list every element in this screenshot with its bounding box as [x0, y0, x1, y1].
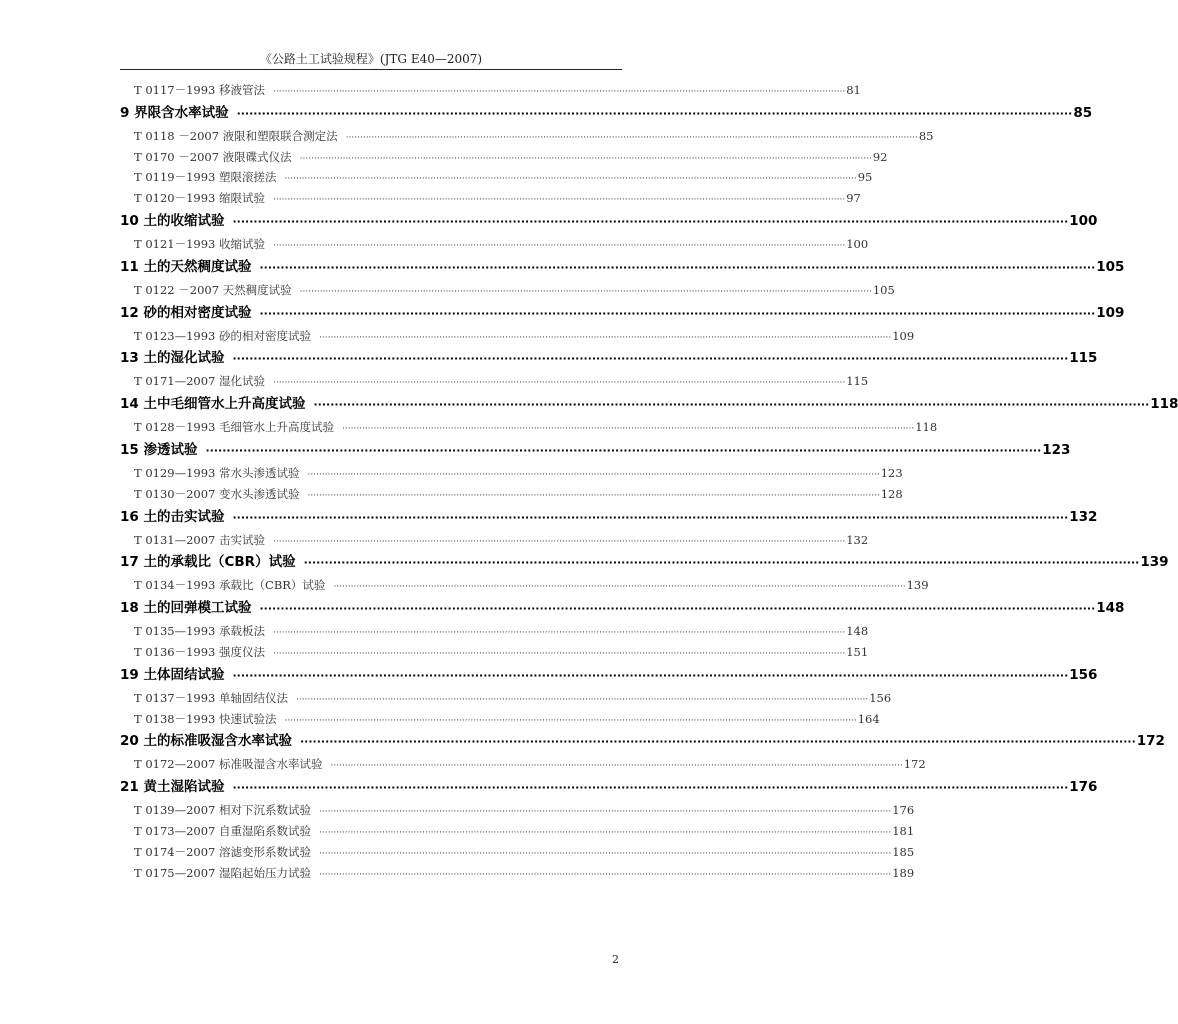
toc-subentry[interactable] — [134, 167, 873, 188]
toc-entry-page: 164 — [857, 711, 880, 726]
toc-entry-page: 115 — [1069, 350, 1098, 367]
dot-leader: ········································································································································································································ — [313, 398, 1150, 412]
page-number: 2 — [612, 953, 619, 966]
toc-entry-page: 132 — [1069, 508, 1098, 525]
dot-leader: ········································································································································································································ — [273, 648, 846, 659]
toc-section-entry[interactable] — [120, 550, 1169, 575]
toc-subentry[interactable] — [134, 863, 915, 884]
dot-leader: ········································································································································································································ — [273, 195, 846, 206]
toc-entry-page: 100 — [1069, 212, 1098, 229]
toc-subentry[interactable] — [134, 234, 869, 255]
toc-entry-page: 148 — [1096, 600, 1125, 617]
dot-leader: ········································································································································································································ — [273, 378, 846, 389]
toc-section-entry[interactable] — [120, 663, 1098, 688]
dot-leader: ········································································································································································································ — [232, 668, 1069, 682]
toc-section-entry[interactable] — [120, 596, 1125, 621]
toc-entry-page: 105 — [872, 282, 895, 297]
toc-entry-title: 19 土体固结试验 — [120, 666, 225, 683]
toc-subentry[interactable] — [134, 326, 915, 347]
dot-leader: ········································································································································································································ — [319, 332, 892, 343]
toc-entry-title: T 0117－1993 移液管法 — [134, 83, 266, 97]
toc-entry-title: T 0129—1993 常水头渗透试验 — [134, 465, 300, 480]
toc-entry-title: 17 土的承载比（CBR）试验 — [120, 554, 296, 571]
toc-subentry[interactable] — [134, 800, 915, 821]
toc-entry-page: 109 — [892, 328, 915, 343]
toc-entry-title: 16 土的击实试验 — [120, 508, 225, 525]
toc-entry-title: T 0171—2007 湿化试验 — [134, 374, 266, 389]
toc-entry-title: T 0170 －2007 液限碟式仪法 — [134, 149, 292, 164]
toc-entry-page: 109 — [1096, 304, 1125, 321]
toc-section-entry[interactable] — [120, 729, 1165, 754]
toc-entry-title: T 0137－1993 单轴固结仪法 — [134, 690, 289, 705]
toc-entry-page: 139 — [906, 578, 929, 593]
toc-entry-page: 128 — [880, 486, 903, 501]
toc-subentry[interactable] — [134, 188, 861, 209]
toc-entry-title: T 0173—2007 自重湿陷系数试验 — [134, 823, 312, 838]
dot-leader: ········································································································································································································ — [333, 582, 906, 593]
dot-leader: ········································································································································································································ — [299, 286, 872, 297]
dot-leader: ········································································································································································································ — [232, 781, 1069, 795]
toc-subentry[interactable] — [134, 371, 869, 392]
toc-entry-title: T 0118 －2007 液限和塑限联合测定法 — [134, 128, 338, 143]
toc-entry-title: T 0172—2007 标准吸湿含水率试验 — [134, 757, 323, 772]
toc-entry-page: 85 — [1073, 104, 1093, 121]
toc-subentry[interactable] — [134, 484, 903, 505]
toc-entry-page: 115 — [846, 374, 869, 389]
toc-section-entry[interactable] — [120, 505, 1098, 530]
toc-entry-page: 100 — [846, 236, 869, 251]
toc-entry-title: T 0123—1993 砂的相对密度试验 — [134, 328, 312, 343]
toc-section-entry[interactable] — [120, 438, 1071, 463]
toc-entry-page: 118 — [1150, 396, 1178, 413]
toc-entry-title: 21 黄土湿陷试验 — [120, 779, 225, 796]
toc-entry-page: 85 — [918, 128, 934, 143]
toc-entry-page: 118 — [915, 420, 938, 435]
toc-entry-title: 9 界限含水率试验 — [120, 104, 229, 121]
toc-entry-page: 172 — [1136, 733, 1165, 750]
toc-entry-page: 123 — [880, 465, 903, 480]
dot-leader: ········································································································································································································ — [330, 761, 903, 772]
toc-subentry[interactable] — [134, 417, 938, 438]
toc-subentry[interactable] — [134, 642, 869, 663]
toc-entry-page: 132 — [846, 532, 869, 547]
toc-subentry[interactable] — [134, 147, 888, 168]
toc-entry-page: 172 — [903, 757, 926, 772]
toc-entry-title: T 0130－2007 变水头渗透试验 — [134, 486, 300, 501]
dot-leader: ········································································································································································································ — [284, 174, 857, 185]
dot-leader: ········································································································································································································ — [300, 735, 1136, 749]
toc-subentry[interactable] — [134, 709, 880, 730]
toc-section-entry[interactable] — [120, 255, 1125, 280]
dot-leader: ········································································································································································································ — [319, 848, 892, 859]
dot-leader: ········································································································································································································ — [273, 628, 846, 639]
dot-leader: ········································································································································································································ — [259, 260, 1096, 274]
toc-entry-title: T 0134－1993 承载比（CBR）试验 — [134, 578, 326, 593]
toc-subentry[interactable] — [134, 621, 869, 642]
toc-entry-title: T 0121－1993 收缩试验 — [134, 236, 266, 251]
toc-entry-page: 156 — [1069, 666, 1098, 683]
dot-leader: ········································································································································································································ — [232, 352, 1069, 366]
toc-entry-title: T 0119－1993 塑限滚搓法 — [134, 170, 277, 185]
toc-section-entry[interactable] — [120, 392, 1178, 417]
dot-leader: ········································································································································································································ — [307, 490, 880, 501]
toc-entry-title: T 0122 －2007 天然稠度试验 — [134, 282, 292, 297]
toc-entry-title: T 0135—1993 承载板法 — [134, 624, 266, 639]
toc-entry-page: 97 — [846, 191, 861, 206]
toc-entry-page: 176 — [1069, 779, 1098, 796]
dot-leader: ········································································································································································································ — [284, 715, 857, 726]
toc-subentry[interactable] — [134, 530, 869, 551]
dot-leader: ········································································································································································································ — [259, 602, 1096, 616]
toc-entry-title: 12 砂的相对密度试验 — [120, 304, 252, 321]
dot-leader: ········································································································································································································ — [296, 694, 869, 705]
toc-subentry[interactable] — [134, 842, 915, 863]
toc-entry-page: 95 — [857, 170, 873, 185]
dot-leader: ········································································································································································································ — [342, 424, 915, 435]
toc-entry-page: 189 — [892, 865, 915, 880]
toc-entry-page: 185 — [892, 844, 915, 859]
toc-subentry[interactable] — [134, 821, 915, 842]
dot-leader: ········································································································································································································ — [273, 536, 846, 547]
toc-entry-title: 20 土的标准吸湿含水率试验 — [120, 733, 292, 750]
dot-leader: ········································································································································································································ — [319, 869, 892, 880]
dot-leader: ········································································································································································································ — [236, 106, 1073, 120]
toc-entry-page: 123 — [1042, 441, 1071, 458]
toc-subentry[interactable] — [134, 80, 861, 101]
toc-entry-title: 11 土的天然稠度试验 — [120, 258, 252, 275]
toc-subentry[interactable] — [134, 463, 903, 484]
toc-entry-title: 14 土中毛细管水上升高度试验 — [120, 396, 306, 413]
dot-leader: ········································································································································································································ — [299, 153, 872, 164]
toc-entry-title: 15 渗透试验 — [120, 441, 198, 458]
toc-entry-page: 156 — [869, 690, 892, 705]
toc-entry-title: T 0139—2007 相对下沉系数试验 — [134, 803, 312, 818]
dot-leader: ········································································································································································································ — [259, 306, 1096, 320]
toc-subentry[interactable] — [134, 754, 926, 775]
toc-entry-title: T 0138－1993 快速试验法 — [134, 711, 277, 726]
toc-entry-title: T 0136－1993 强度仪法 — [134, 644, 266, 659]
toc-entry-title: 18 土的回弹模工试验 — [120, 600, 252, 617]
toc-subentry[interactable] — [134, 280, 895, 301]
toc-section-entry[interactable] — [120, 301, 1125, 326]
toc-section-entry[interactable] — [120, 775, 1098, 800]
toc-section-entry[interactable] — [120, 101, 1093, 126]
dot-leader: ········································································································································································································ — [232, 214, 1069, 228]
running-header: 《公路土工试验规程》(JTG E40—2007) — [259, 52, 483, 66]
toc-section-entry[interactable] — [120, 346, 1098, 371]
dot-leader: ········································································································································································································ — [232, 510, 1069, 524]
toc-entry-page: 176 — [892, 803, 915, 818]
toc-section-entry[interactable] — [120, 209, 1098, 234]
dot-leader: ········································································································································································································ — [273, 240, 846, 251]
toc-entry-page: 105 — [1096, 258, 1125, 275]
dot-leader: ········································································································································································································ — [319, 807, 892, 818]
toc-entry-title: T 0120－1993 缩限试验 — [134, 191, 266, 206]
dot-leader: ········································································································································································································ — [345, 132, 918, 143]
toc-entry-page: 148 — [846, 624, 869, 639]
dot-leader: ········································································································································································································ — [307, 469, 880, 480]
toc-entry-title: T 0131—2007 击实试验 — [134, 532, 266, 547]
toc-entry-title: T 0174－2007 溶滤变形系数试验 — [134, 844, 312, 859]
toc-entry-page: 181 — [892, 823, 915, 838]
toc-subentry[interactable] — [134, 126, 934, 147]
dot-leader: ········································································································································································································ — [303, 556, 1140, 570]
toc-entry-title: 13 土的湿化试验 — [120, 350, 225, 367]
toc-entry-page: 81 — [846, 83, 861, 97]
toc-entry-title: T 0128－1993 毛细管水上升高度试验 — [134, 420, 335, 435]
toc-subentry[interactable] — [134, 575, 929, 596]
table-of-contents — [0, 80, 1178, 883]
dot-leader: ········································································································································································································ — [319, 827, 892, 838]
toc-subentry[interactable] — [134, 688, 892, 709]
toc-entry-page: 92 — [872, 149, 888, 164]
header-rule — [120, 69, 622, 70]
dot-leader: ········································································································································································································ — [205, 443, 1042, 457]
toc-entry-page: 151 — [846, 644, 869, 659]
dot-leader: ········································································································································································································ — [273, 87, 846, 97]
toc-entry-title: T 0175—2007 湿陷起始压力试验 — [134, 865, 312, 880]
toc-entry-title: 10 土的收缩试验 — [120, 212, 225, 229]
toc-entry-page: 139 — [1140, 554, 1169, 571]
